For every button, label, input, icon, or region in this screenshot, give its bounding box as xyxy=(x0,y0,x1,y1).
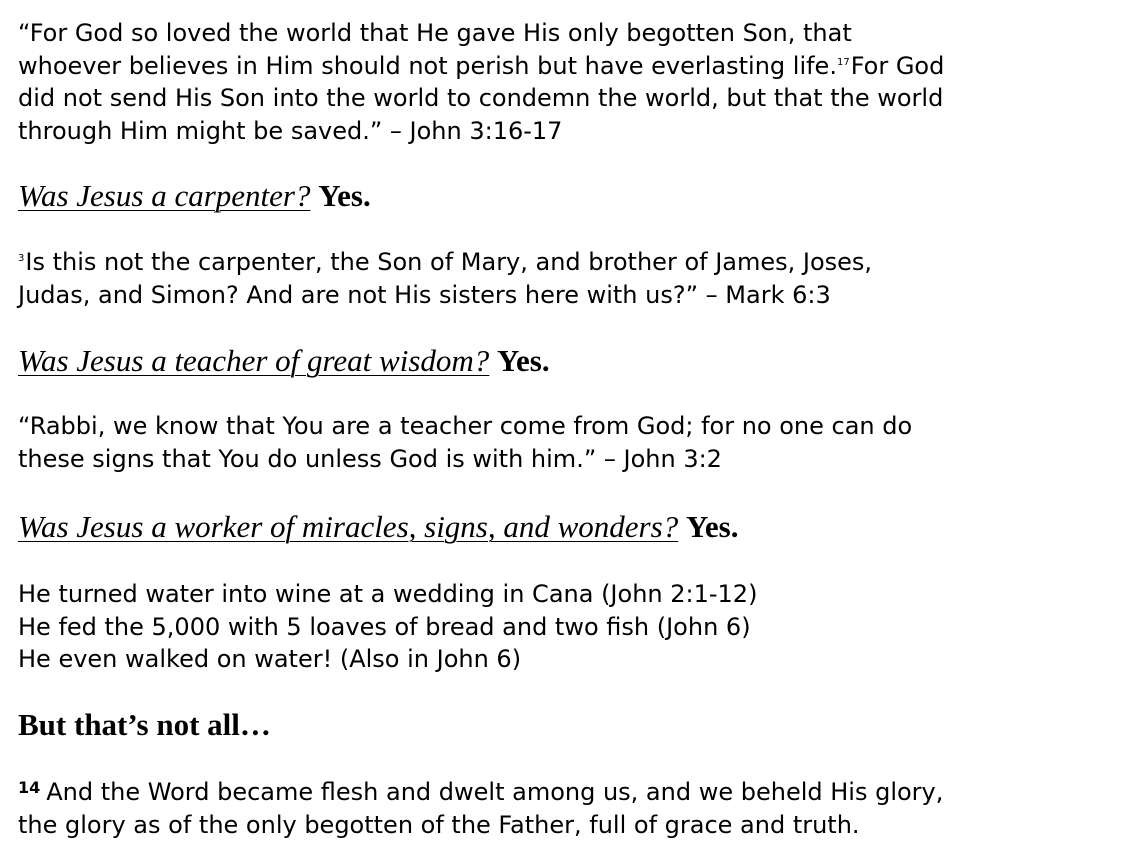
passage-line: “For God so loved the world that He gave His only begotten Son, that xyxy=(18,19,852,47)
question-teacher xyxy=(18,343,550,379)
passage-line-text: And the Word became flesh and dwelt among us, and we beheld His glory, xyxy=(46,778,944,806)
passage-line: through Him might be saved.” – John 3:16-17 xyxy=(18,116,563,145)
passage-line: Judas, and Simon? And are not His sisters here with us?” – Mark 6:3 xyxy=(18,280,831,309)
passage-line-text: Is this not the carpenter, the Son of Mary, and brother of James, Joses, xyxy=(25,248,873,276)
list-item: He even walked on water! (Also in John 6) xyxy=(18,645,522,673)
verse-number: 17 xyxy=(836,56,850,68)
question-text: Was Jesus a teacher of great wisdom? xyxy=(18,343,490,378)
passage-line xyxy=(18,776,943,809)
answer-text: Yes. xyxy=(318,178,371,213)
passage-line: “Rabbi, we know that You are a teacher come from God; for no one can do xyxy=(18,412,913,440)
passage-john-1-14 xyxy=(18,776,943,841)
answer-text: Yes. xyxy=(685,509,739,544)
question-miracles xyxy=(18,509,738,545)
passage-line-tail: For God xyxy=(850,51,945,80)
passage-mark-6-3 xyxy=(18,246,872,311)
passage-line: these signs that You do unless God is with him.” – John 3:2 xyxy=(18,444,722,473)
list-item: He turned water into wine at a wedding in Cana (John 2:1-12) xyxy=(18,580,758,608)
miracles-list xyxy=(18,578,757,676)
section-heading: But that’s not all… xyxy=(18,707,271,742)
passage-line: the glory as of the only begotten of the Father, full of grace and truth. xyxy=(18,810,860,839)
passage-line: did not send His Son into the world to condemn the world, but that the world xyxy=(18,84,944,112)
answer-text: Yes. xyxy=(497,343,550,378)
verse-number: 3 xyxy=(18,253,25,264)
passage-line-text: whoever believes in Him should not perish but have everlasting life. xyxy=(18,51,837,80)
passage-line xyxy=(18,50,944,83)
passage-john-3-2 xyxy=(18,410,912,475)
question-text: Was Jesus a worker of miracles, signs, and wonders? xyxy=(18,509,679,544)
verse-number: 14 xyxy=(18,778,41,797)
question-text: Was Jesus a carpenter? xyxy=(18,178,311,213)
question-carpenter xyxy=(18,178,371,214)
passage-john-3-16 xyxy=(18,17,944,147)
list-item: He fed the 5,000 with 5 loaves of bread and two fish (John 6) xyxy=(18,612,751,641)
passage-line xyxy=(18,246,872,279)
